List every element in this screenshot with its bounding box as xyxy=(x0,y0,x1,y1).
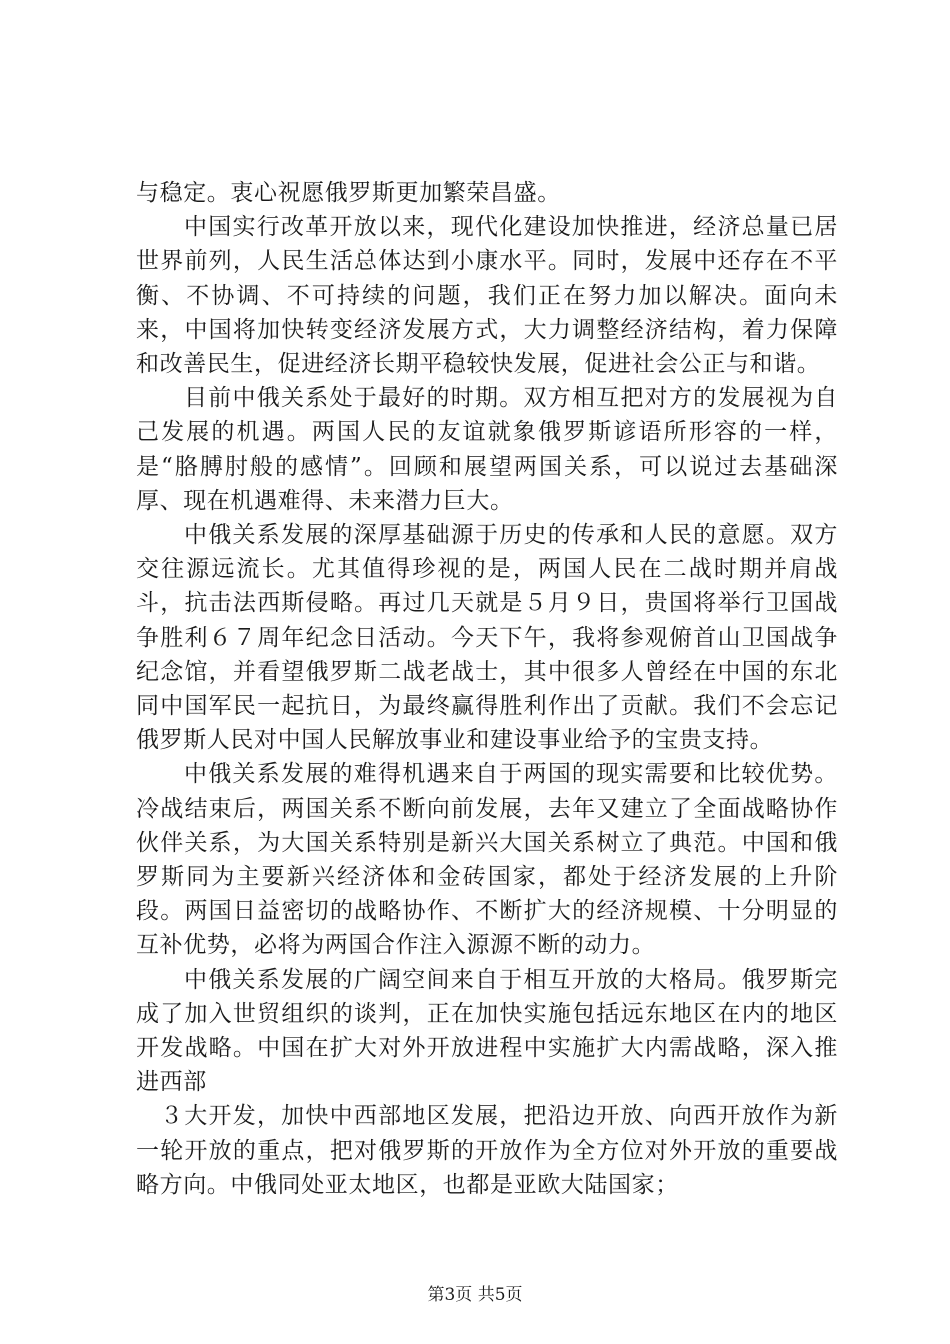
document-body xyxy=(136,176,838,1202)
paragraph-6: 中俄关系发展的广阔空间来自于相互开放的大格局。俄罗斯完成了加入世贸组织的谈判，正在加快实施包括远东地区在内的地区开发战略。中国在扩大对外开放进程中实施扩大内需战略，深入推进西部 xyxy=(136,966,838,1096)
paragraph-7: ３大开发，加快中西部地区发展，把沿边开放、向西开放作为新一轮开放的重点，把对俄罗斯的开放作为全方位对外开放的重要战略方向。中俄同处亚太地区，也都是亚欧大陆国家； xyxy=(136,1103,838,1198)
paragraph-4: 中俄关系发展的深厚基础源于历史的传承和人民的意愿。双方交往源远流长。尤其值得珍视的是，两国人民在二战时期并肩战斗，抗击法西斯侵略。再过几天就是５月９日，贵国将举行卫国战争胜利６７周年纪念日活动。今天下午，我将参观俯首山卫国战争纪念馆，并看望俄罗斯二战老战士，其中很多人曾经在中国的东北同中国军民一起抗日，为最终赢得胜利作出了贡献。我们不会忘记俄罗斯人民对中国人民解放事业和建设事业给予的宝贵支持。 xyxy=(136,522,838,754)
paragraph-2: 中国实行改革开放以来，现代化建设加快推进，经济总量已居世界前列，人民生活总体达到小康水平。同时，发展中还存在不平衡、不协调、不可持续的问题，我们正在努力加以解决。面向未来，中国将加快转变经济发展方式，大力调整经济结构，着力保障和改善民生，促进经济长期平稳较快发展，促进社会公正与和谐。 xyxy=(136,214,838,378)
page-number-footer: 第3页 共5页 xyxy=(427,1285,523,1305)
paragraph-1: 与稳定。衷心祝愿俄罗斯更加繁荣昌盛。 xyxy=(136,180,561,206)
paragraph-3: 目前中俄关系处于最好的时期。双方相互把对方的发展视为自己发展的机遇。两国人民的友谊就象俄罗斯谚语所形容的一样，是“胳膊肘般的感情”。回顾和展望两国关系，可以说过去基础深厚、现在机遇难得、未来潜力巨大。 xyxy=(136,385,838,514)
paragraph-5: 中俄关系发展的难得机遇来自于两国的现实需要和比较优势。冷战结束后，两国关系不断向前发展，去年又建立了全面战略协作伙伴关系，为大国关系特别是新兴大国关系树立了典范。中国和俄罗斯同为主要新兴经济体和金砖国家，都处于经济发展的上升阶段。两国日益密切的战略协作、不断扩大的经济规模、十分明显的互补优势，必将为两国合作注入源源不断的动力。 xyxy=(136,761,838,959)
